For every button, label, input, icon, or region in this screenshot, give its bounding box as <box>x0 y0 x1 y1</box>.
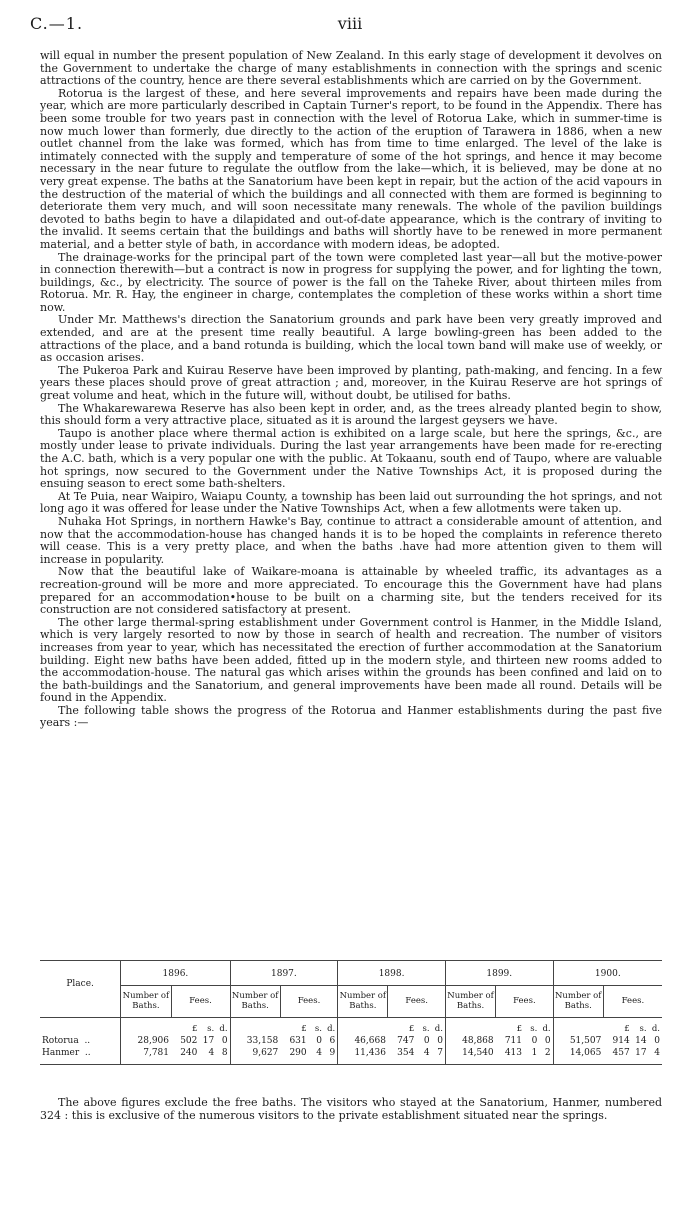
report-code: C.—1. <box>30 14 84 33</box>
pounds-cell: 290 <box>280 1047 308 1065</box>
pounds-cell: 914 <box>612 1036 630 1046</box>
paragraph: The Whakarewarewa Reserve has also been kept in order, and, as the trees already planted begin to show, this should form a very attractive place, situated as it is around the largest geysers we have. <box>40 401 662 428</box>
number-of-baths-header: Number of Baths. <box>230 986 280 1018</box>
footer-text <box>40 1096 662 1122</box>
place-name: Rotorua <box>42 1036 79 1046</box>
pounds-unit: £ <box>301 1024 307 1034</box>
fees-header: Fees. <box>171 986 230 1018</box>
number-cell: 11,436 <box>338 1047 388 1065</box>
pounds-cell: 457 <box>603 1047 631 1065</box>
number-of-baths-header: Number of Baths. <box>121 986 171 1018</box>
number-of-baths-header: Number of Baths. <box>445 986 495 1018</box>
paragraph: The above figures exclude the free baths. The visitors who stayed at the Sanatorium, Hanmer, numbered 324 : this is exclusive of the numerous visitors to the private establishment situated near the springs. <box>40 1096 662 1122</box>
units-row <box>40 1018 662 1036</box>
paragraph: At Te Puia, near Waipiro, Waiapu County, a township has been laid out surrounding the hot springs, and not long ago it was offered for lease under the Native Townships Act, when a few allotments were taken up. <box>40 489 662 516</box>
paragraph: Taupo is another place where thermal action is exhibited on a large scale, but here the springs, &c., are mostly under lease to private individuals. During the last year arrangements have been made for re-erecting the A.C. bath, which is a very popular one with the public. At Tokaanu, south end of Taupo, where are valuable hot springs, now secured to the Government under the Native Townships Act, it is proposed during the ensuing season to erect some bath-shelters. <box>40 426 662 491</box>
place-name: Hanmer <box>42 1048 80 1058</box>
paragraph: Rotorua is the largest of these, and here several improvements and repairs have been made during the year, which are more particularly described in Captain Turner's report, to be found in the Appendix. There has been some trouble for two years past in connection with the level of Rotorua Lake, which in summer-time is now much lower than formerly, due directly to the action of the eruption of Tarawera in 1886, when a new outlet channel from the lake was formed, which has from time to time enlarged. The level of the lake is intimately connected with the supply and temperature of some of the hot springs, and hence it may become necessary in the near future to regulate the outflow from the lake—which, it is believed, may be done at no very great expense. The baths at the Sanatorium have been kept in repair, but the action of the acid vapours in the destruction of the material of which the buildings and all connected with them are formed is beginning to deteriorate them very much, and will soon necessitate many renewals. The whole of the pavilion buildings devoted to baths begin to have a dilapidated and out-of-date appearance, which is the contrary of inviting to the invalid. It seems certain that the buildings and baths will shortly have to be renewed in more permanent material, and a better style of bath, in accordance with modern ideas, be adopted. <box>40 86 662 251</box>
pounds-cell: 413 <box>496 1047 524 1065</box>
pence-cell: 2 <box>539 1047 553 1065</box>
fees-header: Fees. <box>496 986 553 1018</box>
year-header: 1899. <box>445 961 553 986</box>
number-of-baths-header: Number of Baths. <box>553 986 603 1018</box>
year-header: 1900. <box>553 961 662 986</box>
pence-cell: 4 <box>649 1047 662 1065</box>
baths-table-container <box>40 960 662 1065</box>
paragraph: Now that the beautiful lake of Waikare-moana is attainable by wheeled traffic, its advantages as a recreation-ground will be more and more appreciated. To encourage this the Government have had plans prepared for an accommodation•house to be built on a charming site, but the tenders received for its construction are not considered satisfactory at present. <box>40 565 662 617</box>
year-header: 1896. <box>121 961 230 986</box>
shillings-cell: 4 <box>416 1047 431 1065</box>
pounds-cell: 747 <box>397 1036 415 1046</box>
pounds-unit: £ <box>408 1024 415 1034</box>
number-cell: 9,627 <box>230 1047 280 1065</box>
fees-header: Fees. <box>280 986 337 1018</box>
year-header: 1897. <box>230 961 338 986</box>
pence-unit: d. <box>219 1024 228 1034</box>
table-year-row <box>40 961 662 986</box>
pence-cell: 0 <box>654 1036 660 1046</box>
place-header: Place. <box>40 961 121 1018</box>
shillings-cell: 0 <box>423 1036 430 1046</box>
shillings-cell: 1 <box>524 1047 539 1065</box>
pence-unit: d. <box>651 1024 660 1034</box>
paragraph: The Pukeroa Park and Kuirau Reserve have been improved by planting, path-making, and fencing. In a few years these places should prove of great attraction ; and, moreover, in the Kuirau Reserve are hot springs of great volume and heat, which in the future will, without doubt, be utilised for baths. <box>40 363 662 403</box>
pence-unit: d. <box>542 1024 551 1034</box>
paragraph: The following table shows the progress of the Rotorua and Hanmer establishments during the past five years :— <box>40 703 662 730</box>
number-cell: 7,781 <box>121 1047 171 1065</box>
pounds-cell: 240 <box>171 1047 199 1065</box>
place-cell <box>40 1035 121 1047</box>
page-number: viii <box>337 14 363 33</box>
paragraph: The drainage-works for the principal part of the town were completed last year—all but the motive-power in connection therewith—but a contract is now in progress for supplying the power, and for lighting the town, buildings, &c., by electricity. The source of power is the fall on the Taheke River, about thirteen miles from Rotorua. Mr. R. Hay, the engineer in charge, contemplates the completion of these works within a short time now. <box>40 250 662 314</box>
number-cell: 46,668 <box>338 1035 388 1047</box>
paragraph: Under Mr. Matthews's direction the Sanatorium grounds and park have been very greatly improved and extended, and are at the present time really beautiful. A large bowling-green has been added to the attractions of the place, and a band rotunda is building, which the local town band will make use of weekly, or as occasion arises. <box>40 313 662 365</box>
pence-cell: 8 <box>216 1047 230 1065</box>
shillings-unit: s. <box>207 1024 215 1034</box>
year-header: 1898. <box>338 961 446 986</box>
pounds-unit: £ <box>624 1024 630 1034</box>
shillings-unit: s. <box>639 1024 647 1034</box>
table-subheader-row <box>40 986 662 1018</box>
number-cell: 51,507 <box>553 1035 603 1047</box>
number-cell: 33,158 <box>230 1035 280 1047</box>
baths-fees-table <box>40 960 662 1065</box>
shillings-cell: 14 <box>635 1036 647 1046</box>
shillings-unit: s. <box>530 1024 538 1034</box>
shillings-unit: s. <box>422 1024 430 1034</box>
pence-unit: d. <box>434 1024 443 1034</box>
pounds-cell: 631 <box>289 1036 307 1046</box>
shillings-cell: 0 <box>531 1036 538 1046</box>
number-of-baths-header: Number of Baths. <box>338 986 388 1018</box>
dot-leader: .. <box>84 1036 91 1046</box>
body-text <box>40 50 662 730</box>
table-row <box>40 1047 662 1065</box>
pence-cell: 0 <box>221 1036 228 1046</box>
fees-header: Fees. <box>603 986 662 1018</box>
pence-unit: d. <box>327 1024 336 1034</box>
shillings-cell: 4 <box>309 1047 324 1065</box>
shillings-cell: 17 <box>632 1047 649 1065</box>
number-cell: 14,065 <box>553 1047 603 1065</box>
pence-cell: 0 <box>544 1036 551 1046</box>
pounds-cell: 711 <box>504 1036 523 1046</box>
shillings-cell: 0 <box>316 1036 322 1046</box>
dot-leader: .. <box>84 1048 91 1058</box>
shillings-cell: 4 <box>199 1047 216 1065</box>
page-header <box>30 14 670 40</box>
fees-header: Fees. <box>388 986 445 1018</box>
pence-cell: 0 <box>437 1036 443 1046</box>
pounds-cell: 502 <box>180 1036 198 1046</box>
paragraph: Nuhaka Hot Springs, in northern Hawke's Bay, continue to attract a considerable amount of attention, and now that the accommodation-house has changed hands it is to be hoped the complaints in reference thereto will cease. This is a very pretty place, and when the baths .have had more attention given to them will increase in popularity. <box>40 514 662 566</box>
pounds-cell: 354 <box>388 1047 416 1065</box>
pounds-unit: £ <box>191 1024 198 1034</box>
pence-cell: 9 <box>324 1047 338 1065</box>
shillings-unit: s. <box>314 1024 322 1034</box>
number-cell: 28,906 <box>121 1035 171 1047</box>
pence-cell: 6 <box>329 1036 336 1046</box>
pounds-unit: £ <box>516 1024 523 1034</box>
paragraph: will equal in number the present population of New Zealand. In this early stage of development it devolves on the Government to undertake the charge of many establishments in connection with the springs and scenic attractions of the country, hence are there several establishments which are carried on by the Government. <box>40 49 662 88</box>
shillings-cell: 17 <box>202 1036 215 1046</box>
number-cell: 14,540 <box>445 1047 495 1065</box>
number-cell: 48,868 <box>445 1035 495 1047</box>
place-cell <box>40 1047 121 1065</box>
paragraph: The other large thermal-spring establishment under Government control is Hanmer, in the Middle Island, which is very largely resorted to now by those in search of health and recreation. The number of visitors increases from year to year, which has necessitated the erection of further accommodation at the Sanatorium building. Eight new baths have been added, fitted up in the modern style, and thirteen new rooms added to the accommodation-house. The natural gas which arises within the grounds has been confined and laid on to the bath-buildings and the Sanatorium, and general improvements have been made all round. Details will be found in the Appendix. <box>40 615 662 705</box>
table-row <box>40 1035 662 1047</box>
pence-cell: 7 <box>432 1047 446 1065</box>
